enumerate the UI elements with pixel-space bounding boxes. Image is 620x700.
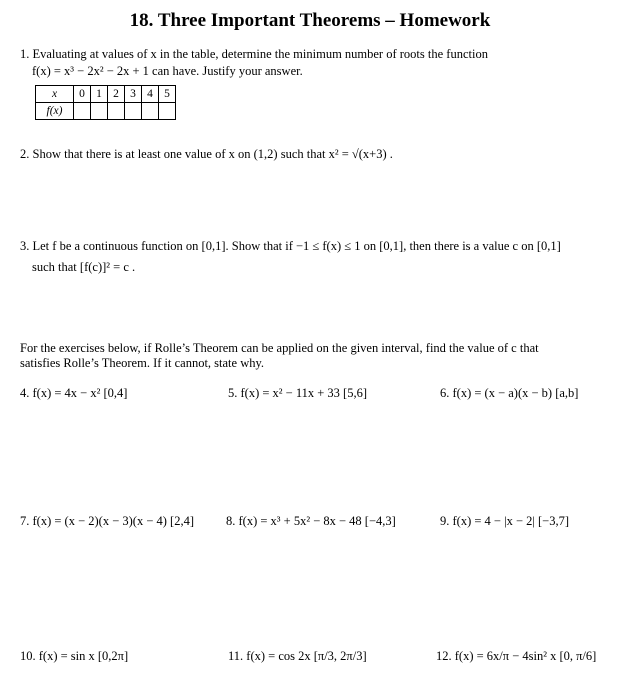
q1-line1: 1. Evaluating at values of x in the table, determine the minimum number of roots the function <box>20 47 488 61</box>
table-cell-fx2 <box>108 103 125 120</box>
exercise-7: 7. f(x) = (x − 2)(x − 3)(x − 4) [2,4] <box>20 514 194 528</box>
q3-line2: such that [f(c)]² = c . <box>32 260 136 274</box>
rolle-intro-line2: satisfies Rolle’s Theorem. If it cannot, state why. <box>20 356 265 370</box>
table-cell-x0: 0 <box>74 86 91 103</box>
exercise-5: 5. f(x) = x² − 11x + 33 [5,6] <box>228 386 367 400</box>
table-row-fx <box>36 103 176 120</box>
exercise-6: 6. f(x) = (x − a)(x − b) [a,b] <box>440 386 579 400</box>
q1-line2: f(x) = x³ − 2x² − 2x + 1 can have. Justify your answer. <box>32 64 303 78</box>
q3-line1: 3. Let f be a continuous function on [0,1]. Show that if −1 ≤ f(x) ≤ 1 on [0,1], then there is a value c on [0,1] <box>20 239 561 253</box>
exercise-9: 9. f(x) = 4 − |x − 2| [−3,7] <box>440 514 570 528</box>
exercise-8: 8. f(x) = x³ + 5x² − 8x − 48 [−4,3] <box>226 514 396 528</box>
table-cell-fx4 <box>142 103 159 120</box>
table-cell-fx3 <box>125 103 142 120</box>
table-header-x: x <box>36 86 74 103</box>
exercise-10: 10. f(x) = sin x [0,2π] <box>20 649 129 663</box>
exercise-12: 12. f(x) = 6x/π − 4sin² x [0, π/6] <box>436 649 597 663</box>
table-cell-x2: 2 <box>108 86 125 103</box>
table-row-x <box>36 86 176 103</box>
table-cell-x5: 5 <box>159 86 176 103</box>
table-cell-fx1 <box>91 103 108 120</box>
values-table <box>35 85 176 120</box>
table-cell-fx5 <box>159 103 176 120</box>
exercise-11: 11. f(x) = cos 2x [π/3, 2π/3] <box>228 649 367 663</box>
table-cell-fx0 <box>74 103 91 120</box>
q2-text: 2. Show that there is at least one value of x on (1,2) such that x² = √(x+3) . <box>20 147 393 161</box>
table-header-fx: f(x) <box>36 103 74 120</box>
exercise-4: 4. f(x) = 4x − x² [0,4] <box>20 386 128 400</box>
rolle-intro-line1: For the exercises below, if Rolle’s Theorem can be applied on the given interval, find the value of c that <box>20 341 539 355</box>
page-title: 18. Three Important Theorems – Homework <box>129 10 491 31</box>
table-cell-x4: 4 <box>142 86 159 103</box>
table-cell-x3: 3 <box>125 86 142 103</box>
table-cell-x1: 1 <box>91 86 108 103</box>
